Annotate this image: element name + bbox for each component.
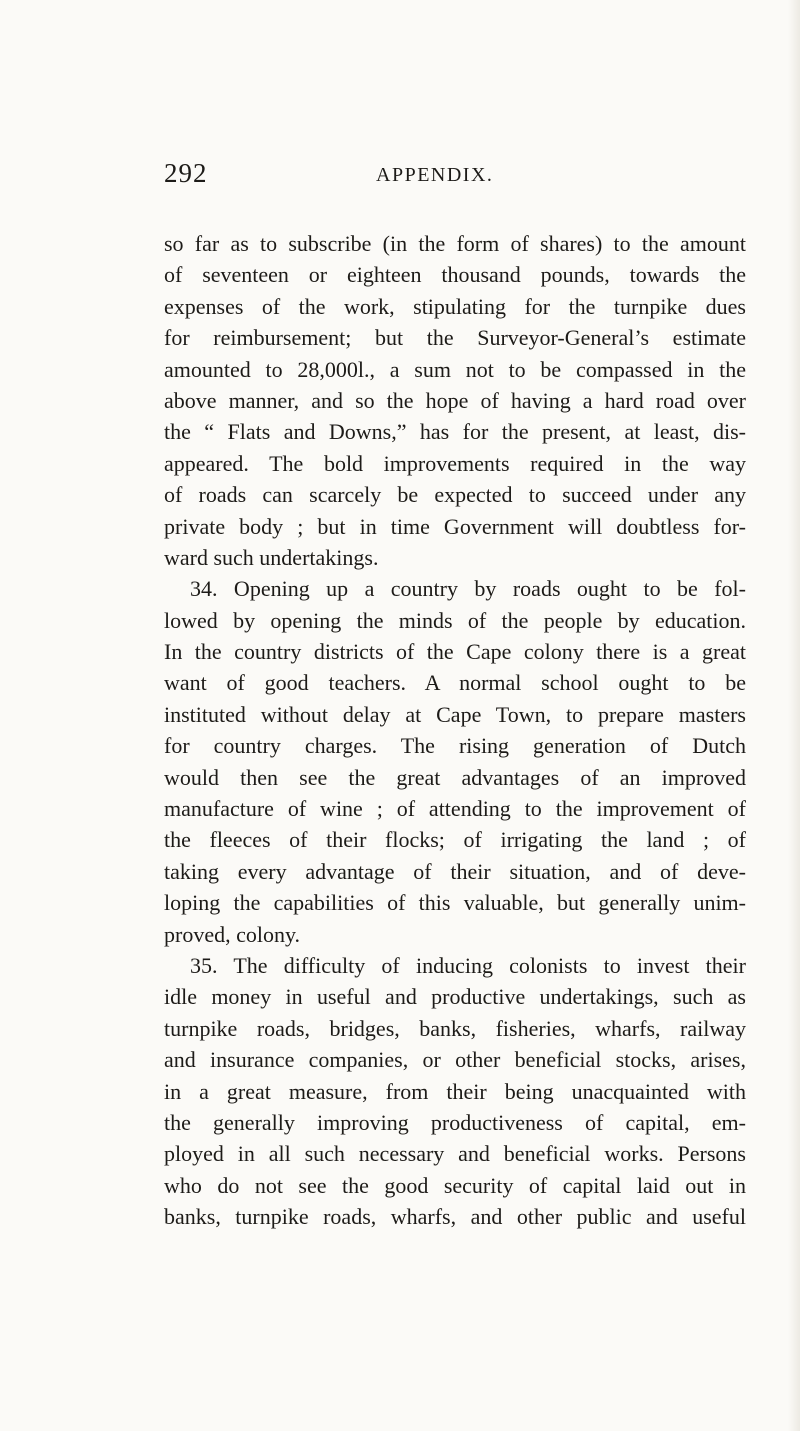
text-line: the “ Flats and Downs,” has for the present, at least, dis- bbox=[164, 419, 746, 445]
text-line: In the country districts of the Cape colony there is a great bbox=[164, 639, 746, 665]
text-line: turnpike roads, bridges, banks, fisheries, wharfs, railway bbox=[164, 1015, 746, 1041]
text-line: would then see the great advantages of an improved bbox=[164, 764, 746, 790]
text-line: of seventeen or eighteen thousand pounds, towards the bbox=[164, 262, 746, 288]
text-line: the fleeces of their flocks; of irrigating the land ; of bbox=[164, 827, 746, 853]
text-line: idle money in useful and productive undertakings, such as bbox=[164, 984, 746, 1010]
text-line: so far as to subscribe (in the form of shares) to the amount bbox=[164, 231, 746, 256]
text-line: amounted to 28,000l., a sum not to be compassed in the bbox=[164, 356, 746, 382]
text-line: the generally improving productiveness of capital, em- bbox=[164, 1109, 746, 1135]
text-line: appeared. The bold improvements required in the way bbox=[164, 450, 746, 476]
page-header bbox=[164, 158, 744, 198]
page-edge-shadow bbox=[788, 0, 800, 1431]
text-line: manufacture of wine ; of attending to the improvement of bbox=[164, 796, 746, 822]
text-line: expenses of the work, stipulating for the turnpike dues bbox=[164, 293, 746, 319]
text-line: and insurance companies, or other beneficial stocks, arises, bbox=[164, 1047, 746, 1073]
text-line: lowed by opening the minds of the people by education. bbox=[164, 607, 746, 633]
text-line: instituted without delay at Cape Town, to prepare masters bbox=[164, 701, 746, 727]
text-line: for reimbursement; but the Surveyor-General’s estimate bbox=[164, 325, 746, 351]
text-line: loping the capabilities of this valuable, but generally unim- bbox=[164, 890, 746, 916]
text-line: for country charges. The rising generation of Dutch bbox=[164, 733, 746, 759]
text-line: ployed in all such necessary and beneficial works. Persons bbox=[164, 1141, 746, 1167]
body-text bbox=[164, 228, 746, 1233]
running-head: APPENDIX. bbox=[376, 164, 494, 186]
paragraph-end-line: ward such undertakings. bbox=[164, 544, 379, 570]
text-line: of roads can scarcely be expected to succeed under any bbox=[164, 482, 746, 508]
paragraph-end-line: proved, colony. bbox=[164, 921, 301, 947]
text-line: taking every advantage of their situation, and of deve- bbox=[164, 858, 746, 884]
text-line: private body ; but in time Government will doubtless for- bbox=[164, 513, 746, 539]
paragraph-35-start: 35. The difficulty of inducing colonists to invest their bbox=[190, 952, 746, 978]
page-number: 292 bbox=[164, 158, 208, 188]
text-line: want of good teachers. A normal school ought to be bbox=[164, 670, 746, 696]
paragraph-34-start: 34. Opening up a country by roads ought to be fol- bbox=[190, 576, 746, 602]
text-line: who do not see the good security of capital laid out in bbox=[164, 1172, 746, 1198]
text-line: above manner, and so the hope of having a hard road over bbox=[164, 387, 746, 413]
text-line: banks, turnpike roads, wharfs, and other public and useful bbox=[164, 1204, 746, 1230]
text-line: in a great measure, from their being unacquainted with bbox=[164, 1078, 746, 1104]
